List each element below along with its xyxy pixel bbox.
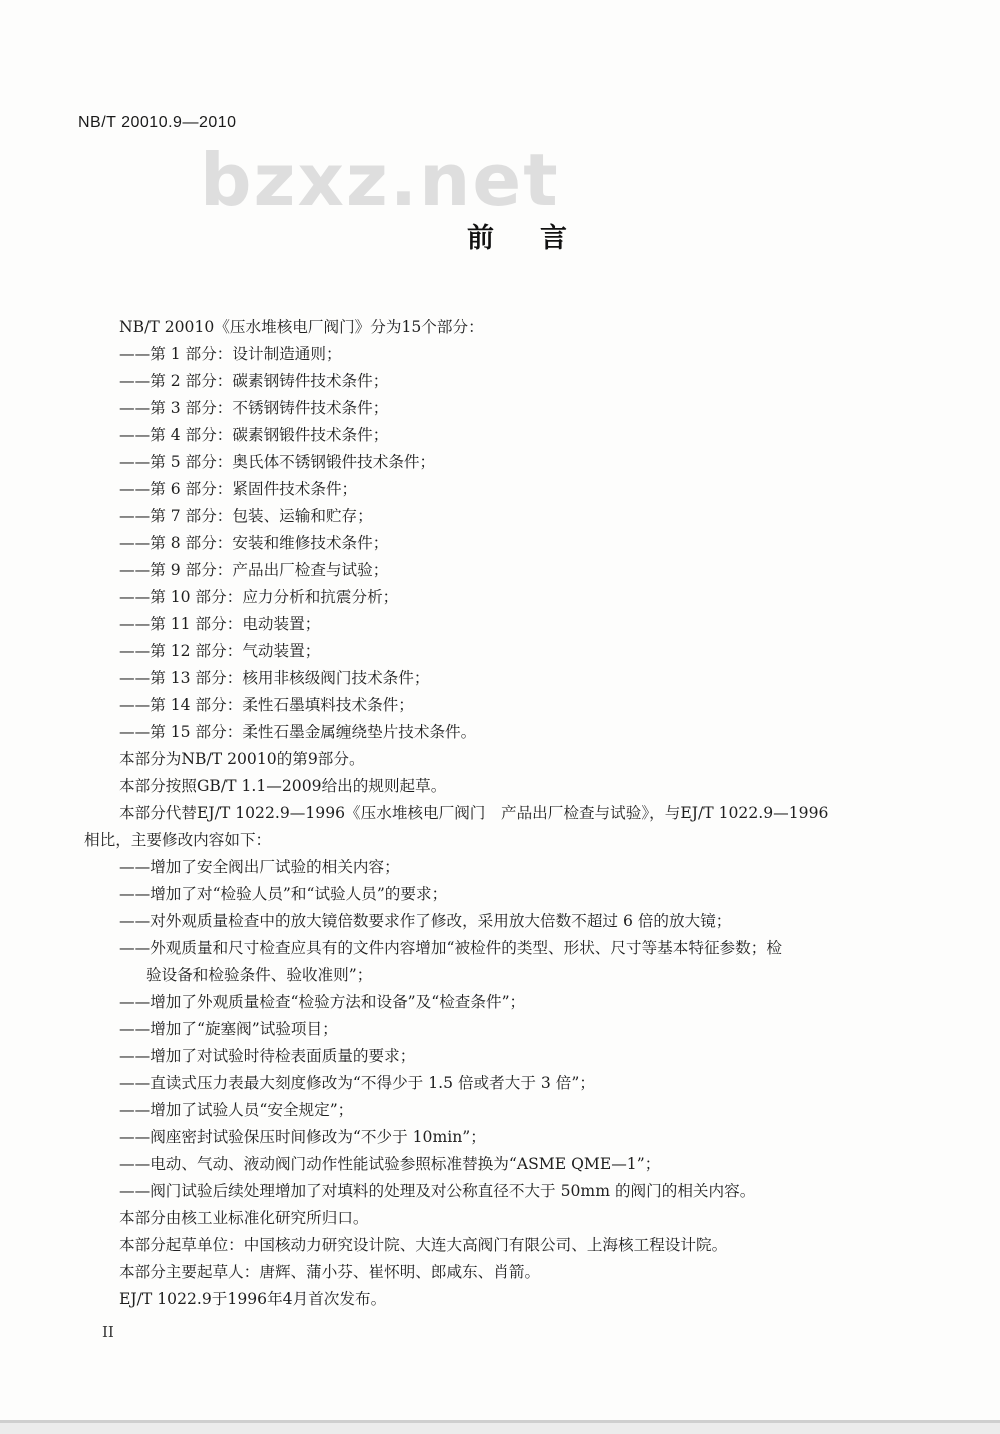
list-item: ——增加了安全阀出厂试验的相关内容； bbox=[119, 858, 400, 876]
list-item: ——第 4 部分：碳素钢锻件技术条件； bbox=[119, 426, 389, 444]
page-number: II bbox=[102, 1323, 114, 1341]
list-item: ——第 5 部分：奥氏体不锈钢锻件技术条件； bbox=[119, 453, 436, 471]
list-item: ——第 6 部分：紧固件技术条件； bbox=[119, 480, 358, 498]
list-item: ——第 10 部分：应力分析和抗震分析； bbox=[119, 588, 399, 606]
paragraph: 本部分代替EJ/T 1022.9—1996《压水堆核电厂阀门 产品出厂检查与试验》，与EJ/T 1022.9—1996 bbox=[119, 804, 829, 822]
list-item: ——第 15 部分：柔性石墨金属缠绕垫片技术条件。 bbox=[119, 723, 477, 741]
list-item: ——阀门试验后续处理增加了对填料的处理及对公称直径不大于 50mm 的阀门的相关内容。 bbox=[119, 1182, 756, 1200]
watermark: bzxz.net bbox=[200, 138, 560, 222]
page-bottom-edge bbox=[0, 1423, 1000, 1434]
paragraph: 本部分为NB/T 20010的第9部分。 bbox=[119, 750, 365, 768]
paragraph: 本部分由核工业标准化研究所归口。 bbox=[119, 1209, 369, 1227]
list-item: ——第 2 部分：碳素钢铸件技术条件； bbox=[119, 372, 389, 390]
page-title: 前言 bbox=[467, 223, 613, 254]
list-item: ——直读式压力表最大刻度修改为“不得少于 1.5 倍或者大于 3 倍”； bbox=[119, 1074, 595, 1092]
list-item: ——第 1 部分：设计制造通则； bbox=[119, 345, 342, 363]
list-item-continuation: 验设备和检验条件、验收准则”； bbox=[146, 966, 373, 984]
list-item: ——第 13 部分：核用非核级阀门技术条件； bbox=[119, 669, 430, 687]
paragraph: 本部分主要起草人：唐辉、蒲小芬、崔怀明、郎咸东、肖箭。 bbox=[119, 1263, 541, 1281]
list-item: ——第 9 部分：产品出厂检查与试验； bbox=[119, 561, 389, 579]
list-item: ——阀座密封试验保压时间修改为“不少于 10min”； bbox=[119, 1128, 486, 1146]
list-item: ——增加了试验人员“安全规定”； bbox=[119, 1101, 354, 1119]
paragraph: 本部分按照GB/T 1.1—2009给出的规则起草。 bbox=[119, 777, 447, 795]
list-item: ——第 11 部分：电动装置； bbox=[119, 615, 321, 633]
paragraph-continuation: 相比，主要修改内容如下： bbox=[84, 831, 272, 849]
paragraph: 本部分起草单位：中国核动力研究设计院、大连大高阀门有限公司、上海核工程设计院。 bbox=[119, 1236, 728, 1254]
list-item: ——第 3 部分：不锈钢铸件技术条件； bbox=[119, 399, 389, 417]
list-item: ——第 12 部分：气动装置； bbox=[119, 642, 321, 660]
intro-paragraph: NB/T 20010《压水堆核电厂阀门》分为15个部分： bbox=[119, 318, 484, 336]
list-item: ——增加了对试验时待检表面质量的要求； bbox=[119, 1047, 416, 1065]
list-item: ——第 7 部分：包装、运输和贮存； bbox=[119, 507, 373, 525]
list-item: ——第 8 部分：安装和维修技术条件； bbox=[119, 534, 389, 552]
list-item: ——对外观质量检查中的放大镜倍数要求作了修改，采用放大倍数不超过 6 倍的放大镜； bbox=[119, 912, 732, 930]
paragraph: EJ/T 1022.9于1996年4月首次发布。 bbox=[119, 1290, 387, 1308]
list-item: ——增加了“旋塞阀”试验项目； bbox=[119, 1020, 338, 1038]
list-item: ——电动、气动、液动阀门动作性能试验参照标准替换为“ASME QME—1”； bbox=[119, 1155, 661, 1173]
list-item: ——增加了对“检验人员”和“试验人员”的要求； bbox=[119, 885, 448, 903]
standard-number-header: NB/T 20010.9—2010 bbox=[78, 114, 237, 131]
list-item: ——外观质量和尺寸检查应具有的文件内容增加“被检件的类型、形状、尺寸等基本特征参数；检 bbox=[119, 939, 782, 957]
list-item: ——增加了外观质量检查“检验方法和设备”及“检查条件”； bbox=[119, 993, 526, 1011]
list-item: ——第 14 部分：柔性石墨填料技术条件； bbox=[119, 696, 414, 714]
